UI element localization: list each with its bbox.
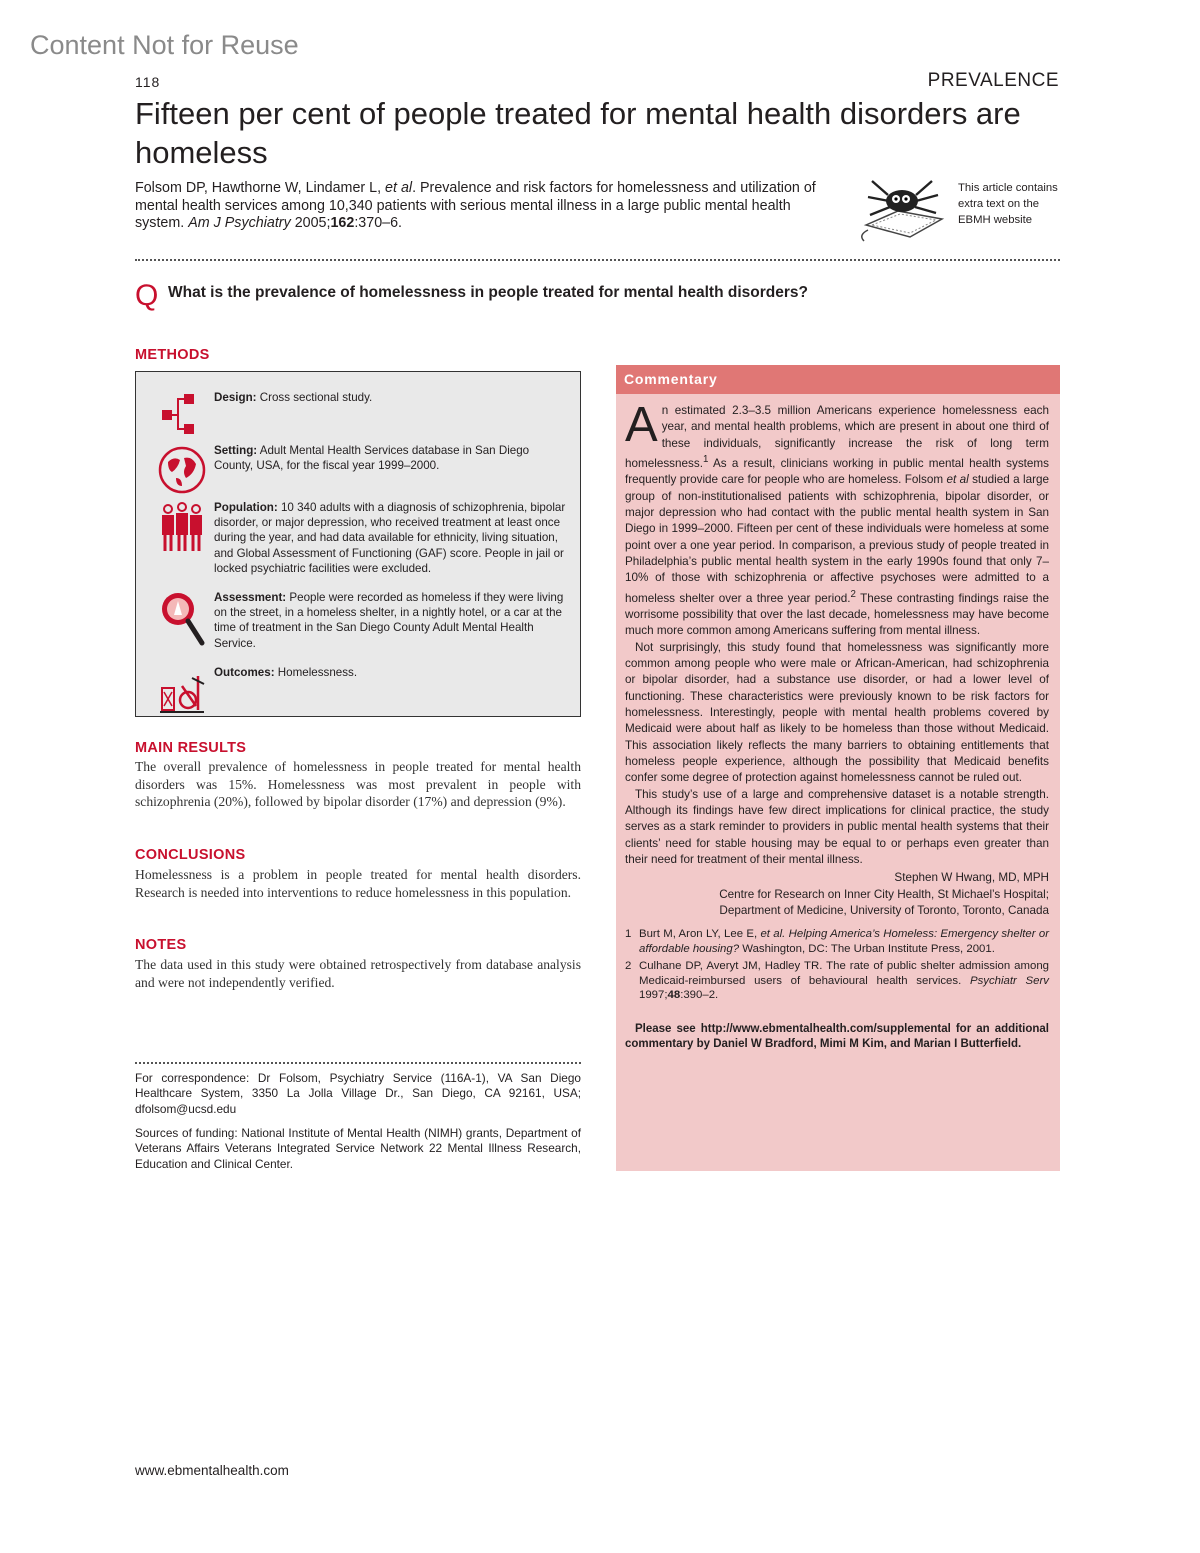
people-icon — [156, 499, 208, 555]
reference-number: 2 — [625, 960, 632, 973]
commentary-affiliation: Department of Medicine, University of Toronto, Toronto, Canada — [719, 904, 1049, 918]
main-results-text: The overall prevalence of homelessness in people treated for mental health disorders was 15%. Homelessness was most prevalent in people with schizophrenia (20%), followed by bipolar disorder (17%) and depression (9%). — [135, 759, 581, 810]
citation-volume: 162 — [330, 215, 355, 231]
magnifier-icon — [156, 587, 208, 647]
spider-computer-icon — [858, 175, 954, 243]
article-title: Fifteen per cent of people treated for mental health disorders are homeless — [135, 96, 1021, 170]
funding: Sources of funding: National Institute of Mental Health (NIMH) grants, Department of Veterans Affairs Veterans Integrated Service Network 22 Mental Illness Research, Education and Clinical Center. — [135, 1126, 581, 1171]
watermark: Content Not for Reuse — [30, 30, 299, 60]
reference-list — [625, 927, 1049, 1003]
method-label: Setting: — [214, 444, 258, 457]
citation-authors: Folsom DP, Hawthorne W, Lindamer L, — [135, 180, 386, 196]
method-label: Assessment: — [214, 591, 287, 604]
reference-text: Culhane DP, Averyt JM, Hadley TR. The rate of public shelter admission among Medicaid-reimbursed users of behavioural health services. — [639, 960, 1049, 987]
conclusions-text: Homelessness is a problem in people treated for mental health disorders. Research is needed into interventions to reduce homelessness in this population. — [135, 867, 581, 900]
citation-journal: Am J Psychiatry — [188, 215, 291, 231]
supplemental-link-note[interactable]: Please see http://www.ebmentalhealth.com/supplemental for an additional commentary by Daniel W Bradford, Mimi M Kim, and Marian I Butterfield. — [625, 1022, 1049, 1050]
citation-etal: et al — [385, 180, 413, 196]
method-label: Design: — [214, 391, 257, 404]
reference-journal: Psychiatr Serv — [969, 974, 1049, 987]
commentary-title: Commentary — [624, 371, 718, 387]
method-value: Homelessness. — [274, 666, 358, 679]
method-text — [214, 443, 569, 473]
question-text: What is the prevalence of homelessness in people treated for mental health disorders? — [168, 284, 808, 301]
reference-item — [625, 959, 1049, 1003]
reference-etal: et al — [760, 928, 783, 941]
citation — [135, 180, 835, 233]
method-label: Population: — [214, 501, 278, 514]
method-text — [214, 665, 569, 680]
method-value: Cross sectional study. — [256, 391, 373, 404]
correspondence: For correspondence: Dr Folsom, Psychiatry Service (116A-1), VA San Diego Healthcare System, 3350 La Jolla Village Dr., San Diego, CA 92161, USA; dfolsom@ucsd.edu — [135, 1071, 581, 1116]
commentary-paragraph — [625, 398, 1050, 640]
commentary-paragraph: Not surprisingly, this study found that homelessness was significantly more common among people who were male or African-American, had schizophrenia or bipolar disorder, had a substance use disorder, or had a lower level of functioning. These characteristics were previously known to be risk factors for homelessness. Interestingly, people with mental health problems covered by Medicaid were about half as likely to be homeless than those without Medicaid. This association likely reflects the many barriers to obtaining entitlements that homeless people experience, although the possibility that Medicaid benefits confer some degree of protection against homelessness cannot be ruled out. — [625, 640, 1049, 785]
commentary-paragraph: This study’s use of a large and comprehensive dataset is a notable strength. Although its findings have few direct implications for clinical practice, the study serves as a stark reminder to providers in public mental health systems that their clients’ need for stable housing may be equal to or perhaps even greater than their need for treatment of their mental illness. — [625, 787, 1049, 867]
outcomes-icon — [156, 666, 208, 718]
extra-text-note: This article contains extra text on the EBMH website — [958, 182, 1058, 226]
dropcap: A — [625, 398, 658, 452]
methods-box — [135, 371, 581, 717]
method-value: 10 340 adults with a diagnosis of schizophrenia, bipolar disorder, or major depression, who received treatment at least once during the year, and had data available for ethnicity, living situation, and Global Assessment of Functioning (GAF) score. People in jail or locked psychiatric facilities were excluded. — [214, 501, 566, 575]
commentary-text: studied a large group of non-institutionalised patients with schizophrenia, bipolar disorder, or major depression who had contact with the public mental health system in San Diego in 1999–2000. Fifteen per cent of these individuals were homeless at some point over a one year period. In comparison, a previous study of people treated in Philadelphia’s public mental health system in the early 1990s found that only 7–10% of those with schizophrenia or affective psychoses were admitted to a homeless shelter over a three year period. — [625, 473, 1049, 605]
question-letter: Q — [135, 279, 159, 312]
reference-text: Washington, DC: The Urban Institute Press, 2001. — [739, 942, 995, 955]
reference-marker: 1 — [702, 454, 709, 466]
reference-item — [625, 927, 1049, 956]
method-text — [214, 590, 569, 651]
commentary-text: As a result, clinicians working in public mental health systems frequently provide care for people who are homeless. Folsom — [625, 456, 1049, 487]
commentary-text: n estimated 2.3–3.5 million Americans experience homelessness each year, and mental health problems, which are present in about one third of these individuals, significantly increase the risk of long term homelessness. — [625, 404, 1049, 470]
reference-pages: :390–2. — [680, 989, 719, 1002]
commentary-affiliation: Centre for Research on Inner City Health, St Michael’s Hospital; — [719, 887, 1049, 901]
commentary-header — [616, 365, 1060, 394]
conclusions-heading: CONCLUSIONS — [135, 847, 246, 863]
correspondence-divider — [135, 1062, 581, 1064]
reference-number: 1 — [625, 928, 632, 941]
commentary-text: These contrasting findings raise the worrisome possibility that over the last decade, homelessness may have become much more common among Americans suffering from mental illness. — [625, 591, 1050, 638]
reference-marker: 2 — [850, 588, 856, 600]
method-value: Adult Mental Health Services database in San Diego County, USA, for the fiscal year 1999–2000. — [214, 444, 530, 473]
method-text — [214, 390, 569, 405]
globe-icon — [156, 444, 208, 496]
method-value: People were recorded as homeless if they were living on the street, in a homeless shelter, in a nightly hotel, or a car at the time of treatment in the San Diego County Adult Mental Health Service. — [214, 591, 564, 650]
reference-text: Burt M, Aron LY, Lee E, — [639, 928, 761, 941]
methods-heading: METHODS — [135, 347, 210, 363]
top-divider — [135, 259, 1060, 261]
notes-text: The data used in this study were obtained retrospectively from database analysis and were not independently verified. — [135, 957, 581, 990]
commentary-author: Stephen W Hwang, MD, MPH — [894, 871, 1049, 885]
main-results-heading: MAIN RESULTS — [135, 740, 247, 756]
citation-text: . Prevalence and risk factors for homelessness and utilization of mental health services among 10,340 patients with serious mental illness in a large public mental health system. — [135, 180, 816, 231]
commentary-etal: et al — [946, 473, 969, 487]
citation-pages: :370–6. — [354, 215, 403, 231]
reference-title: . Helping America’s Homeless: Emergency shelter or affordable housing? — [639, 928, 1050, 955]
commentary-panel — [616, 365, 1060, 1171]
citation-year: 2005; — [290, 215, 331, 231]
notes-heading: NOTES — [135, 937, 187, 953]
method-label: Outcomes: — [214, 666, 275, 679]
reference-volume: 48 — [667, 989, 681, 1002]
flowchart-icon — [156, 388, 208, 440]
footer-url[interactable]: www.ebmentalhealth.com — [135, 1463, 289, 1478]
commentary-body — [625, 398, 1050, 1051]
page-number: 118 — [135, 74, 161, 90]
section-label: PREVALENCE — [927, 70, 1059, 91]
method-text — [214, 500, 569, 576]
reference-year: 1997; — [639, 989, 668, 1002]
